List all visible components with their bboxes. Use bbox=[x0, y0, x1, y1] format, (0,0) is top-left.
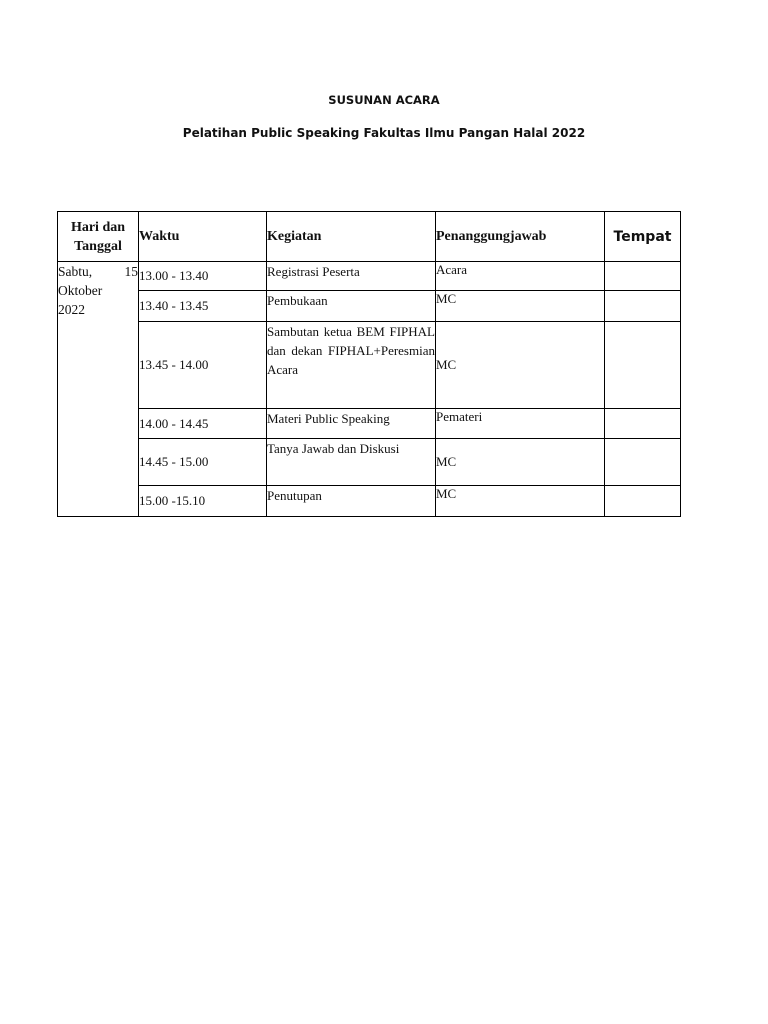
tempat-cell bbox=[605, 322, 681, 409]
date-year: 2022 bbox=[58, 302, 85, 317]
kegiatan-cell: Sambutan ketua BEM FIPHAL dan dekan FIPHAL+Peresmian Acara bbox=[267, 322, 436, 409]
date-day: Sabtu, bbox=[58, 264, 93, 279]
header-hari-line: Hari dan bbox=[70, 219, 126, 235]
penanggungjawab-cell: MC bbox=[436, 439, 605, 486]
date-month: Oktober bbox=[58, 283, 103, 298]
table-row bbox=[58, 322, 681, 409]
penanggungjawab-cell: MC bbox=[436, 322, 605, 409]
waktu-cell: 13.00 - 13.40 bbox=[139, 262, 267, 291]
table-row bbox=[58, 439, 681, 486]
document-title: SUSUNAN ACARA bbox=[328, 93, 440, 107]
penanggungjawab-cell: MC bbox=[436, 291, 605, 322]
tempat-cell bbox=[605, 291, 681, 322]
schedule-table bbox=[57, 211, 681, 517]
waktu-cell: 15.00 -15.10 bbox=[139, 486, 267, 517]
kegiatan-cell: Tanya Jawab dan Diskusi bbox=[267, 439, 436, 486]
table-header-row bbox=[58, 212, 681, 262]
penanggungjawab-cell: Acara bbox=[436, 262, 605, 291]
table-row bbox=[58, 291, 681, 322]
waktu-cell: 14.45 - 15.00 bbox=[139, 439, 267, 486]
date-number: 15 bbox=[124, 264, 138, 279]
tempat-cell bbox=[605, 439, 681, 486]
tempat-cell bbox=[605, 486, 681, 517]
tempat-cell bbox=[605, 409, 681, 439]
document-subtitle: Pelatihan Public Speaking Fakultas Ilmu Pangan Halal 2022 bbox=[182, 126, 586, 140]
table-row bbox=[58, 262, 681, 291]
waktu-cell: 13.40 - 13.45 bbox=[139, 291, 267, 322]
table-row bbox=[58, 486, 681, 517]
header-tempat: Tempat bbox=[605, 212, 681, 262]
waktu-cell: 13.45 - 14.00 bbox=[139, 322, 267, 409]
kegiatan-cell: Materi Public Speaking bbox=[267, 409, 436, 439]
kegiatan-cell: Pembukaan bbox=[267, 291, 436, 322]
header-hari-tanggal bbox=[58, 212, 139, 262]
table-row bbox=[58, 409, 681, 439]
tempat-cell bbox=[605, 262, 681, 291]
header-waktu: Waktu bbox=[139, 212, 267, 262]
date-cell bbox=[58, 262, 139, 517]
penanggungjawab-cell: Pemateri bbox=[436, 409, 605, 439]
kegiatan-cell: Registrasi Peserta bbox=[267, 262, 436, 291]
penanggungjawab-cell: MC bbox=[436, 486, 605, 517]
kegiatan-cell: Penutupan bbox=[267, 486, 436, 517]
header-penanggungjawab: Penanggungjawab bbox=[436, 212, 605, 262]
header-kegiatan: Kegiatan bbox=[267, 212, 436, 262]
waktu-cell: 14.00 - 14.45 bbox=[139, 409, 267, 439]
header-tanggal-line: Tanggal bbox=[74, 238, 122, 254]
